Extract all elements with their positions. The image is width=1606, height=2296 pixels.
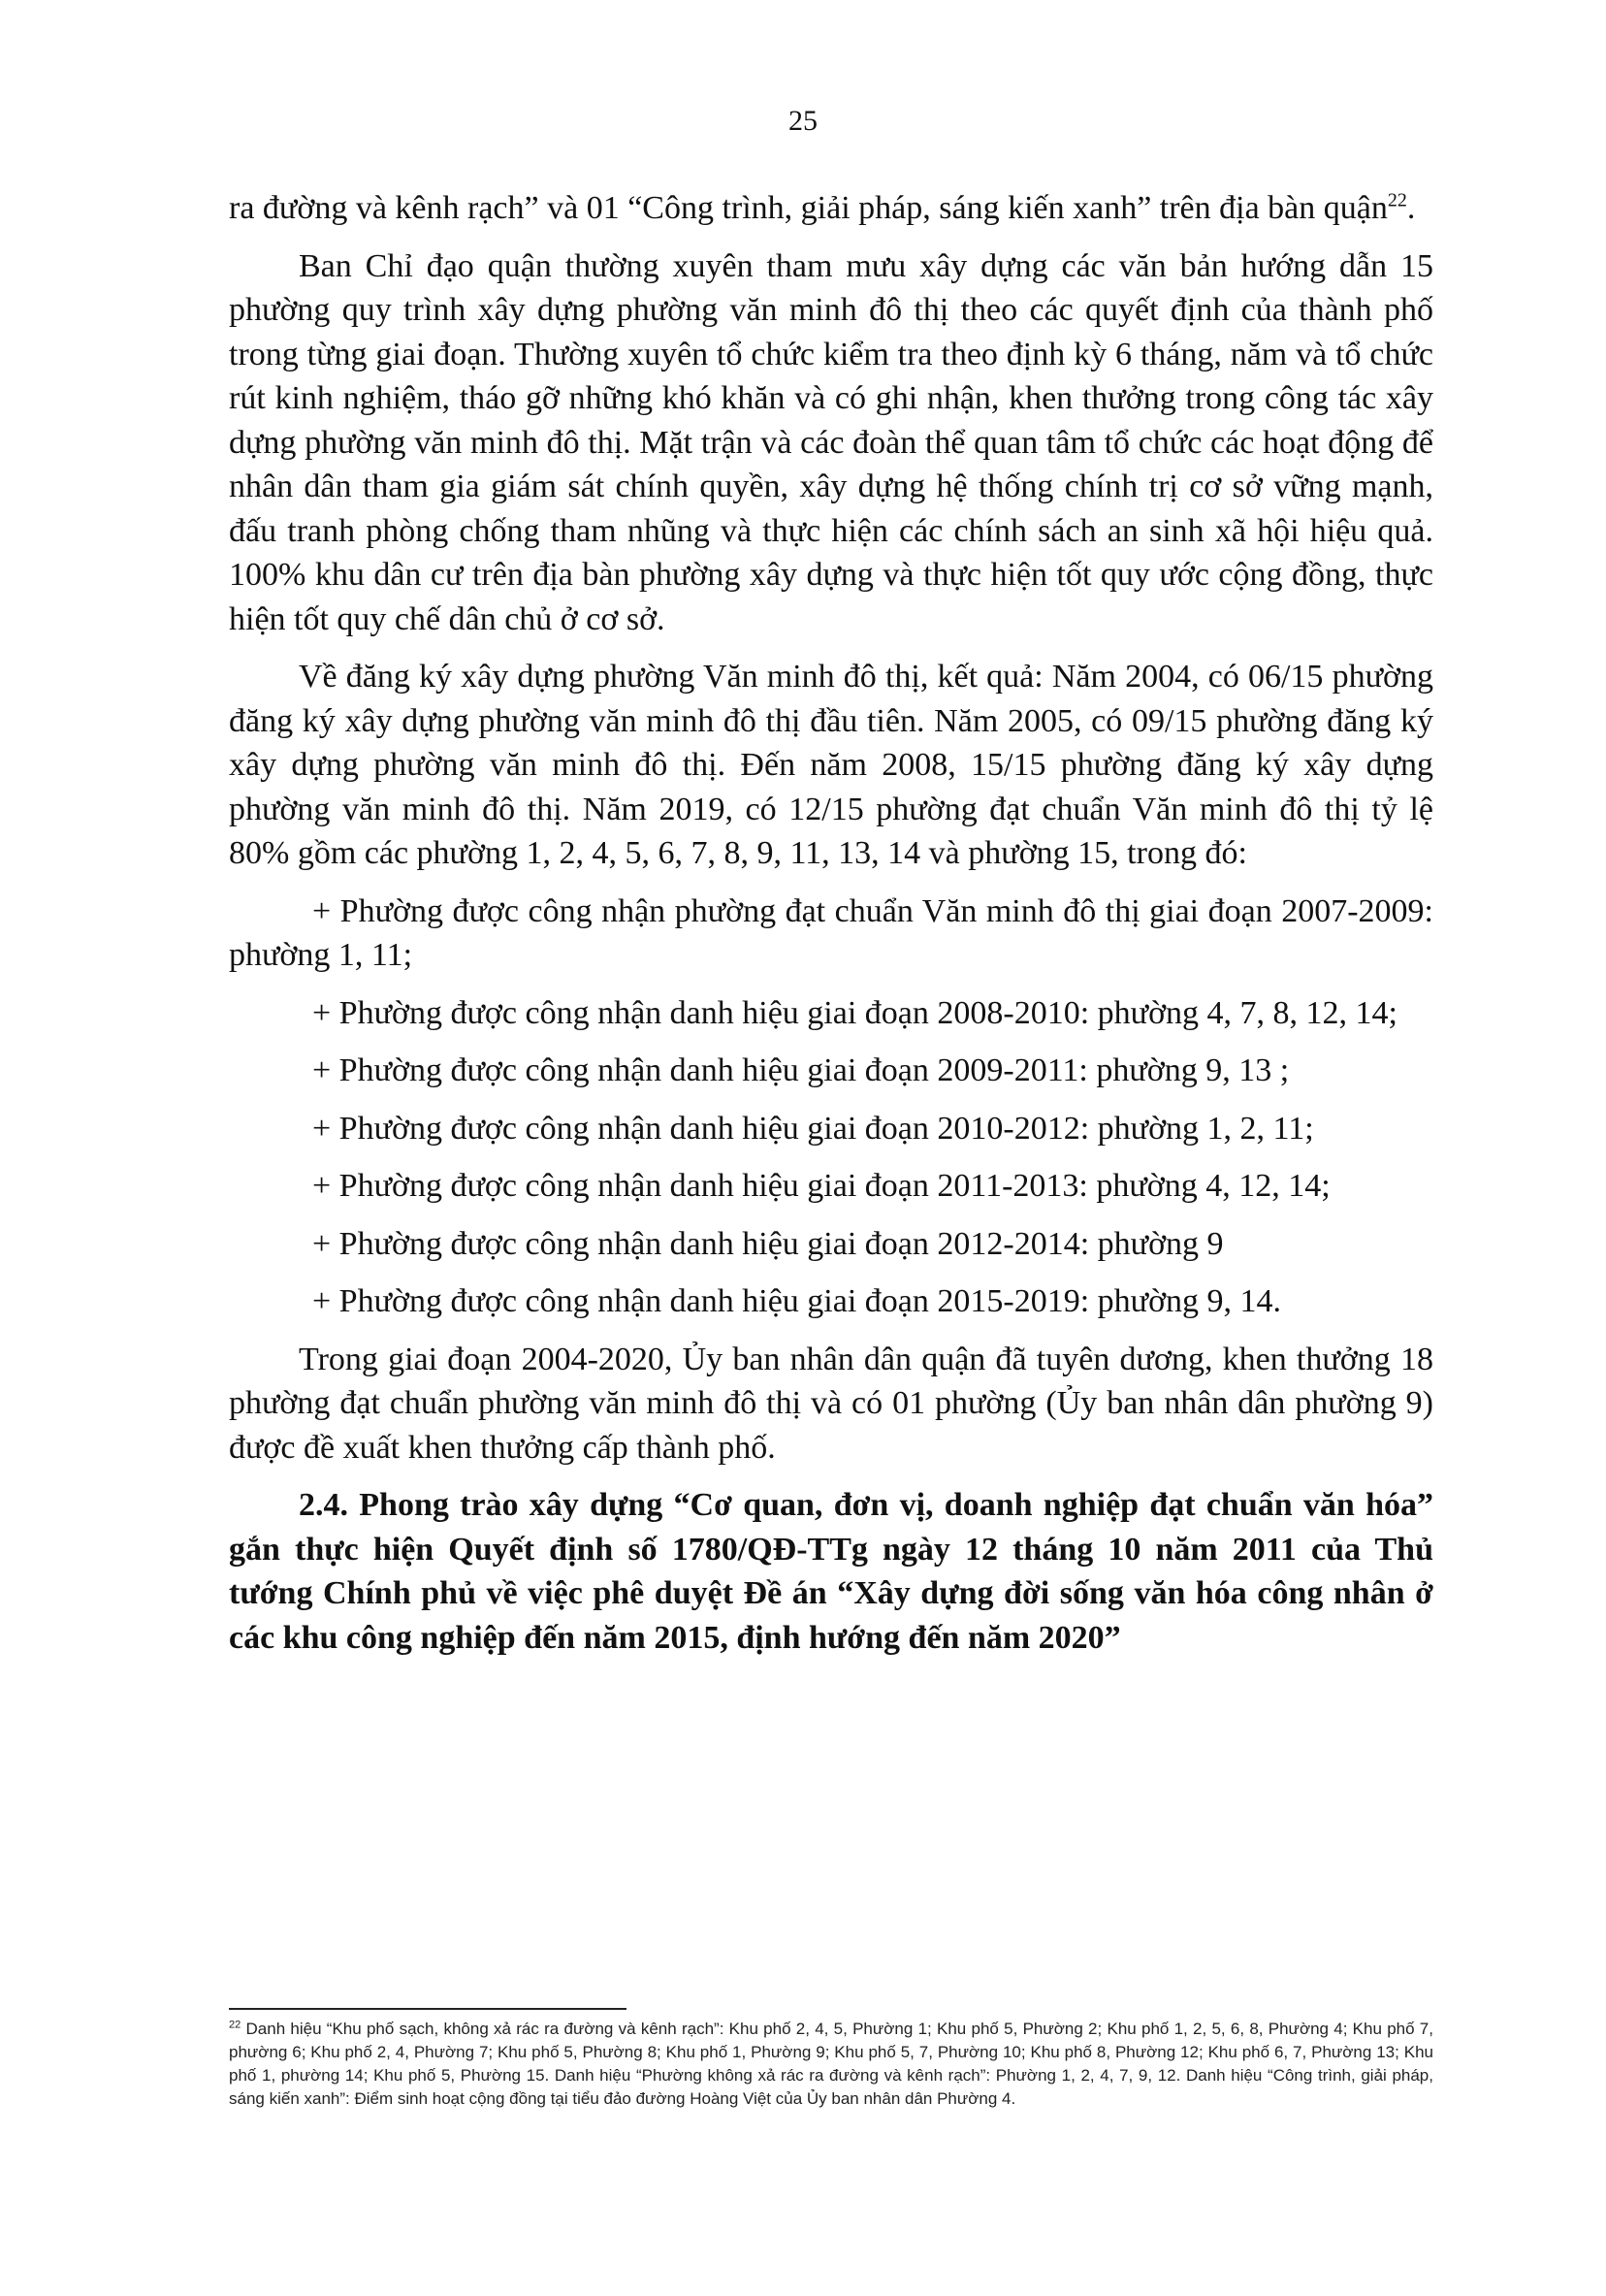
page-number: 25 — [788, 105, 818, 137]
paragraph-steering-committee: Ban Chỉ đạo quận thường xuyên tham mưu xây dựng các văn bản hướng dẫn 15 phường quy trình xây dựng phường văn minh đô thị theo các quyết định của thành phố trong từng giai đoạn. Thường xuyên tổ chức kiểm tra theo định kỳ 6 tháng, năm và tổ chức rút kinh nghiệm, tháo gỡ những khó khăn và có ghi nhận, khen thưởng trong công tác xây dựng phường văn minh đô thị. Mặt trận và các đoàn thể quan tâm tổ chức các hoạt động để nhân dân tham gia giám sát chính quyền, xây dựng hệ thống chính trị cơ sở vững mạnh, đấu tranh phòng chống tham nhũng và thực hiện các chính sách an sinh xã hội hiệu quả. 100% khu dân cư trên địa bàn phường xây dựng và thực hiện tốt quy ước cộng đồng, thực hiện tốt quy chế dân chủ ở cơ sở. — [229, 247, 1433, 637]
footnote-divider — [229, 2008, 626, 2010]
paragraph-registration-results: Về đăng ký xây dựng phường Văn minh đô thị, kết quả: Năm 2004, có 06/15 phường đăng ký xây dựng phường văn minh đô thị đầu tiên. Năm 2005, có 09/15 phường đăng ký xây dựng phường văn minh đô thị. Đến năm 2008, 15/15 phường đăng ký xây dựng phường văn minh đô thị. Năm 2019, có 12/15 phường đạt chuẩn Văn minh đô thị tỷ lệ 80% gồm các phường 1, 2, 4, 5, 6, 7, 8, 9, 11, 13, 14 và phường 15, trong đó: — [229, 659, 1433, 871]
paragraph-end: . — [1406, 190, 1416, 226]
footnote — [229, 2018, 1433, 2111]
document-body — [229, 186, 1433, 1673]
paragraph-text: ra đường và kênh rạch” và 01 “Công trình, giải pháp, sáng kiến xanh” trên địa bàn quận — [229, 190, 1388, 226]
list-item: + Phường được công nhận danh hiệu giai đoạn 2009-2011: phường 9, 13 ; — [312, 1052, 1290, 1088]
list-item: + Phường được công nhận phường đạt chuẩn Văn minh đô thị giai đoạn 2007-2009: phường 1, 11; — [229, 892, 1433, 973]
paragraph-commendation: Trong giai đoạn 2004-2020, Ủy ban nhân dân quận đã tuyên dương, khen thưởng 18 phường đạt chuẩn phường văn minh đô thị và có 01 phường (Ủy ban nhân dân phường 9) được đề xuất khen thưởng cấp thành phố. — [229, 1341, 1433, 1466]
list-item: + Phường được công nhận danh hiệu giai đoạn 2010-2012: phường 1, 2, 11; — [312, 1110, 1314, 1147]
footnote-number: 22 — [229, 2019, 241, 2031]
footnote-text: Danh hiệu “Khu phố sạch, không xả rác ra đường và kênh rạch”: Khu phố 2, 4, 5, Phường 1; Khu phố 5, Phường 2; Khu phố 1, 2, 5, 6, 8, Phường 4; Khu phố 7, phường 6; Khu phố 2, 4, Phường 7; Khu phố 5, Phường 8; Khu phố 1, Phường 9; Khu phố 5, 7, Phường 10; Khu phố 8, Phường 12; Khu phố 6, 7, Phường 13; Khu phố 1, phường 14; Khu phố 5, Phường 15. Danh hiệu “Phường không xả rác ra đường và kênh rạch”: Phường 1, 2, 4, 7, 9, 12. Danh hiệu “Công trình, giải pháp, sáng kiến xanh”: Điểm sinh hoạt cộng đồng tại tiểu đảo đường Hoàng Việt của Ủy ban nhân dân Phường 4. — [229, 2020, 1433, 2108]
footnote-reference[interactable]: 22 — [1387, 189, 1407, 211]
list-item: + Phường được công nhận danh hiệu giai đoạn 2012-2014: phường 9 — [312, 1225, 1224, 1262]
paragraph-continuation — [229, 186, 1433, 231]
list-item: + Phường được công nhận danh hiệu giai đoạn 2008-2010: phường 4, 7, 8, 12, 14; — [312, 994, 1397, 1031]
section-heading: 2.4. Phong trào xây dựng “Cơ quan, đơn vị, doanh nghiệp đạt chuẩn văn hóa” gắn thực hiện Quyết định số 1780/QĐ-TTg ngày 12 tháng 10 năm 2011 của Thủ tướng Chính phủ về việc phê duyệt Đề án “Xây dựng đời sống văn hóa công nhân ở các khu công nghiệp đến năm 2015, định hướng đến năm 2020” — [229, 1487, 1433, 1656]
list-item: + Phường được công nhận danh hiệu giai đoạn 2015-2019: phường 9, 14. — [312, 1283, 1282, 1319]
list-item: + Phường được công nhận danh hiệu giai đoạn 2011-2013: phường 4, 12, 14; — [312, 1168, 1331, 1204]
